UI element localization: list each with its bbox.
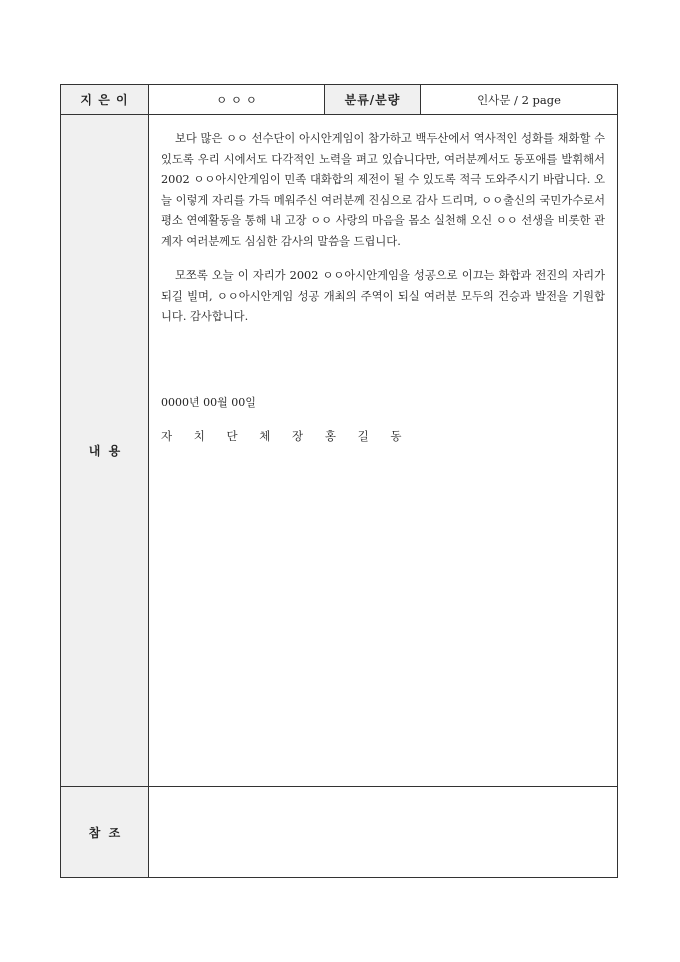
paragraph-2: 모쪼록 오늘 이 자리가 2002 ㅇㅇ아시안게임을 성공으로 이끄는 화합과 전진의 자리가 되길 빌며, ㅇㅇ아시안게임 성공 개최의 주역이 되실 여러분 모두의 건승과 발전을 기원합니다. 감사합니다. xyxy=(161,269,605,323)
content-body xyxy=(149,115,618,787)
paragraph-1: 보다 많은 ㅇㅇ 선수단이 아시안게임이 참가하고 백두산에서 역사적인 성화를 채화할 수 있도록 우리 시에서도 다각적인 노력을 펴고 있습니다만, 여러분께서도 동포애를 발휘해서 2002 ㅇㅇ아시안게임이 민족 대화합의 제전이 될 수 있도록 적극 도와주시기 바랍니다. 오늘 이렇게 자리를 가득 메워주신 여러분께 진심으로 감사 드리며, ㅇㅇ출신의 국민가수로서 평소 연예활동을 통해 내 고장 ㅇㅇ 사랑의 마음을 몸소 실천해 오신 ㅇㅇ 선생을 비롯한 관계자 여러분께도 심심한 감사의 말씀을 드립니다. xyxy=(161,132,605,248)
reference-row xyxy=(61,787,618,878)
author-label: 지 은 이 xyxy=(61,85,149,115)
reference-label: 참 조 xyxy=(61,787,149,878)
content-row xyxy=(61,115,618,787)
category-label: 분류/분량 xyxy=(325,85,421,115)
document-sheet xyxy=(60,84,617,878)
date-line: 0000년 00월 00일 xyxy=(161,395,256,409)
content-label: 내 용 xyxy=(61,115,149,787)
category-value: 인사문 / 2 page xyxy=(421,85,618,115)
speech-form-table xyxy=(60,84,618,878)
signer-name: 자 치 단 체 장 홍 길 동 xyxy=(161,428,411,443)
reference-value xyxy=(149,787,618,878)
header-row xyxy=(61,85,618,115)
author-value: ㅇ ㅇ ㅇ xyxy=(149,85,325,115)
